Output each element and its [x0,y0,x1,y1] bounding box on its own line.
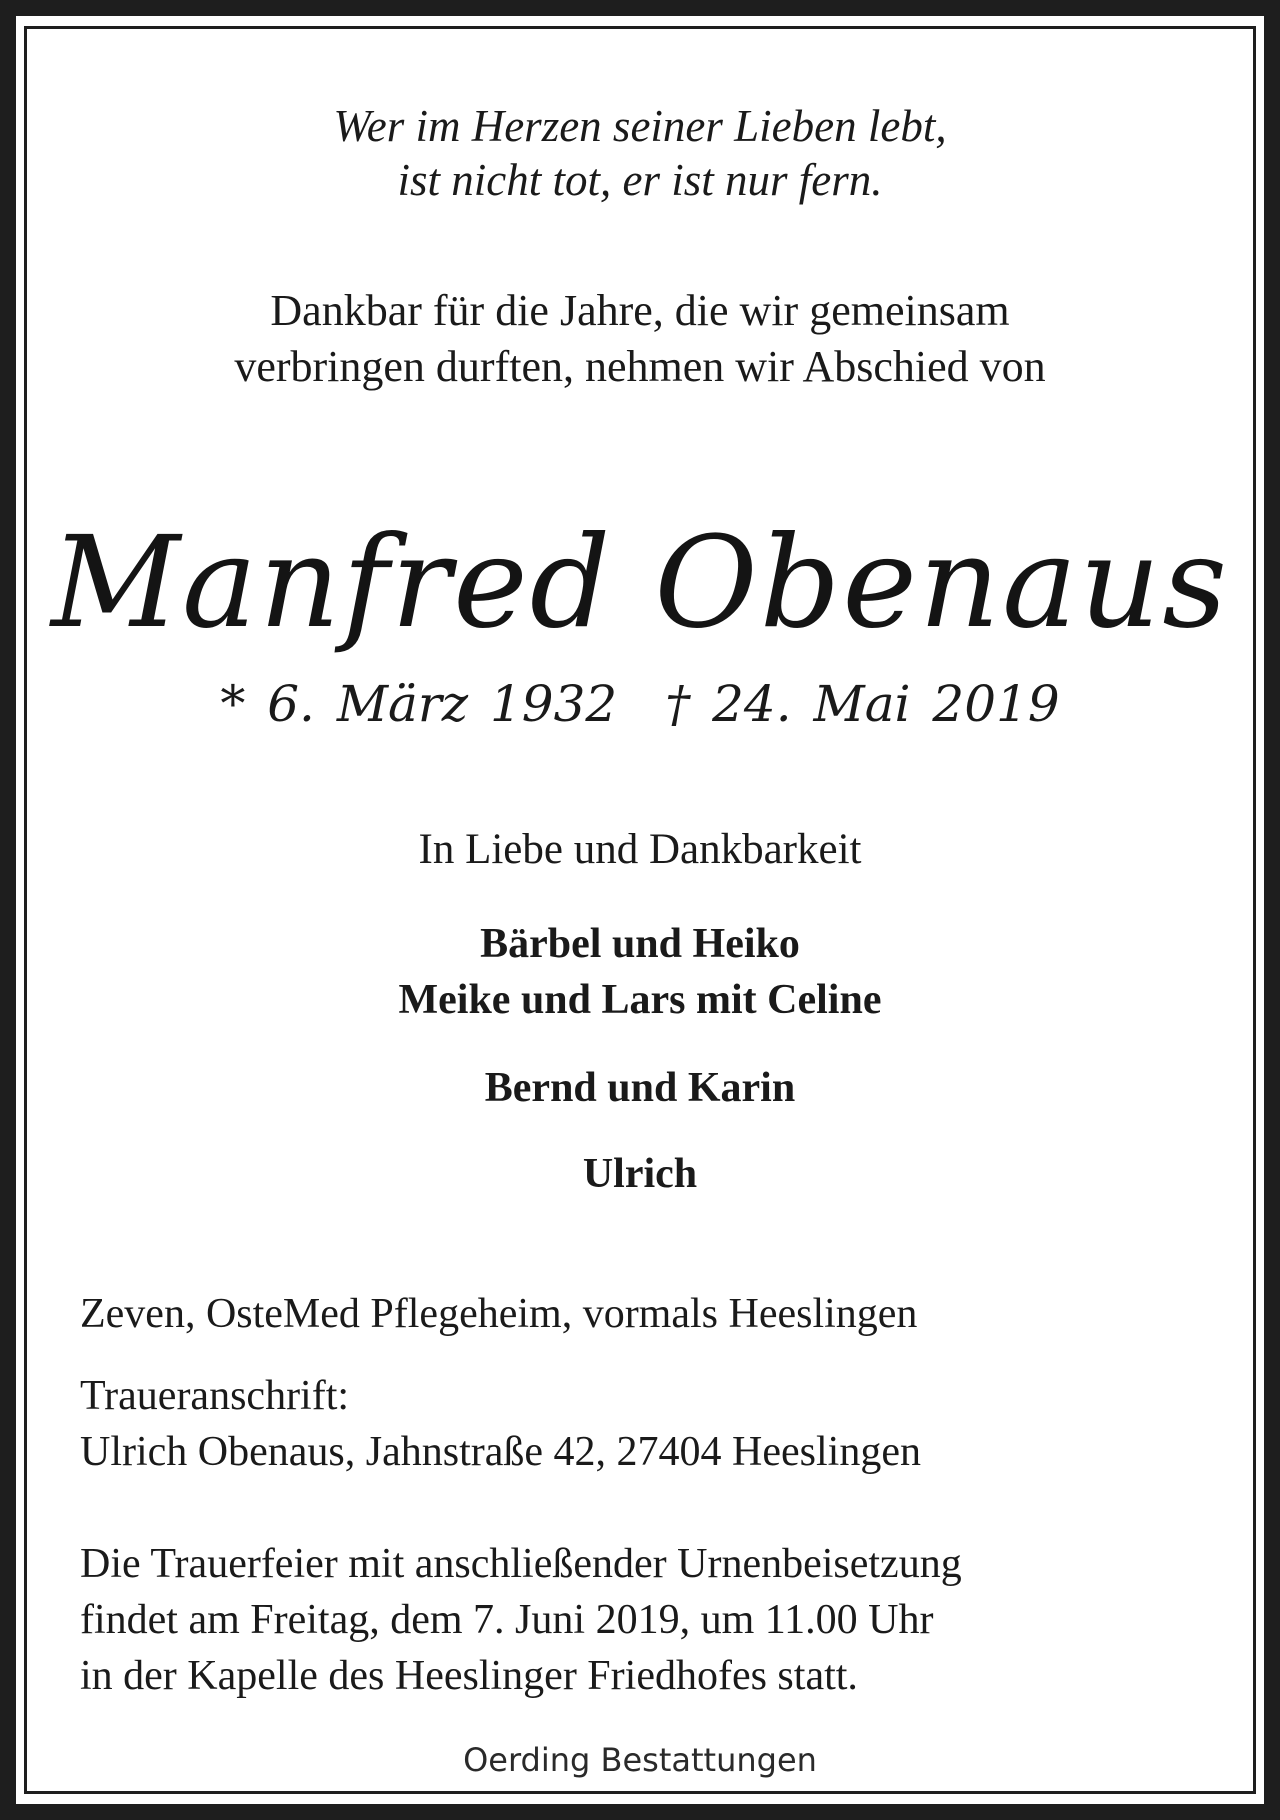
regards-line: In Liebe und Dankbarkeit [418,826,862,873]
death-date: † 24. Mai 2019 [665,675,1060,733]
ceremony-line-1: Die Trauerfeier mit anschließender Urnenbeisetzung [80,1541,962,1587]
birth-date: * 6. März 1932 [220,675,618,733]
mourner-4: Ulrich [582,1151,698,1197]
ceremony-line-2: findet am Freitag, dem 7. Juni 2019, um 11.00 Uhr [80,1597,934,1643]
address-label: Traueranschrift: [80,1373,350,1419]
deceased-name: Manfred Obenaus [50,509,1230,656]
mourner-2: Meike und Lars mit Celine [398,977,882,1023]
mourner-3: Bernd und Karin [484,1065,796,1111]
address-value: Ulrich Obenaus, Jahnstraße 42, 27404 Heeslingen [80,1429,921,1475]
location-line: Zeven, OsteMed Pflegeheim, vormals Heeslingen [80,1291,918,1337]
mourner-1: Bärbel und Heiko [480,921,800,967]
ceremony-line-3: in der Kapelle des Heeslinger Friedhofes statt. [80,1653,858,1699]
motto-line-1: Wer im Herzen seiner Lieben lebt, [333,101,947,151]
intro-line-2: verbringen durften, nehmen wir Abschied von [234,342,1046,391]
intro-line-1: Dankbar für die Jahre, die wir gemeinsam [270,286,1010,335]
motto-line-2: ist nicht tot, er ist nur fern. [397,155,883,205]
undertaker-name: Oerding Bestattungen [463,1741,817,1779]
life-dates [0,672,1280,736]
